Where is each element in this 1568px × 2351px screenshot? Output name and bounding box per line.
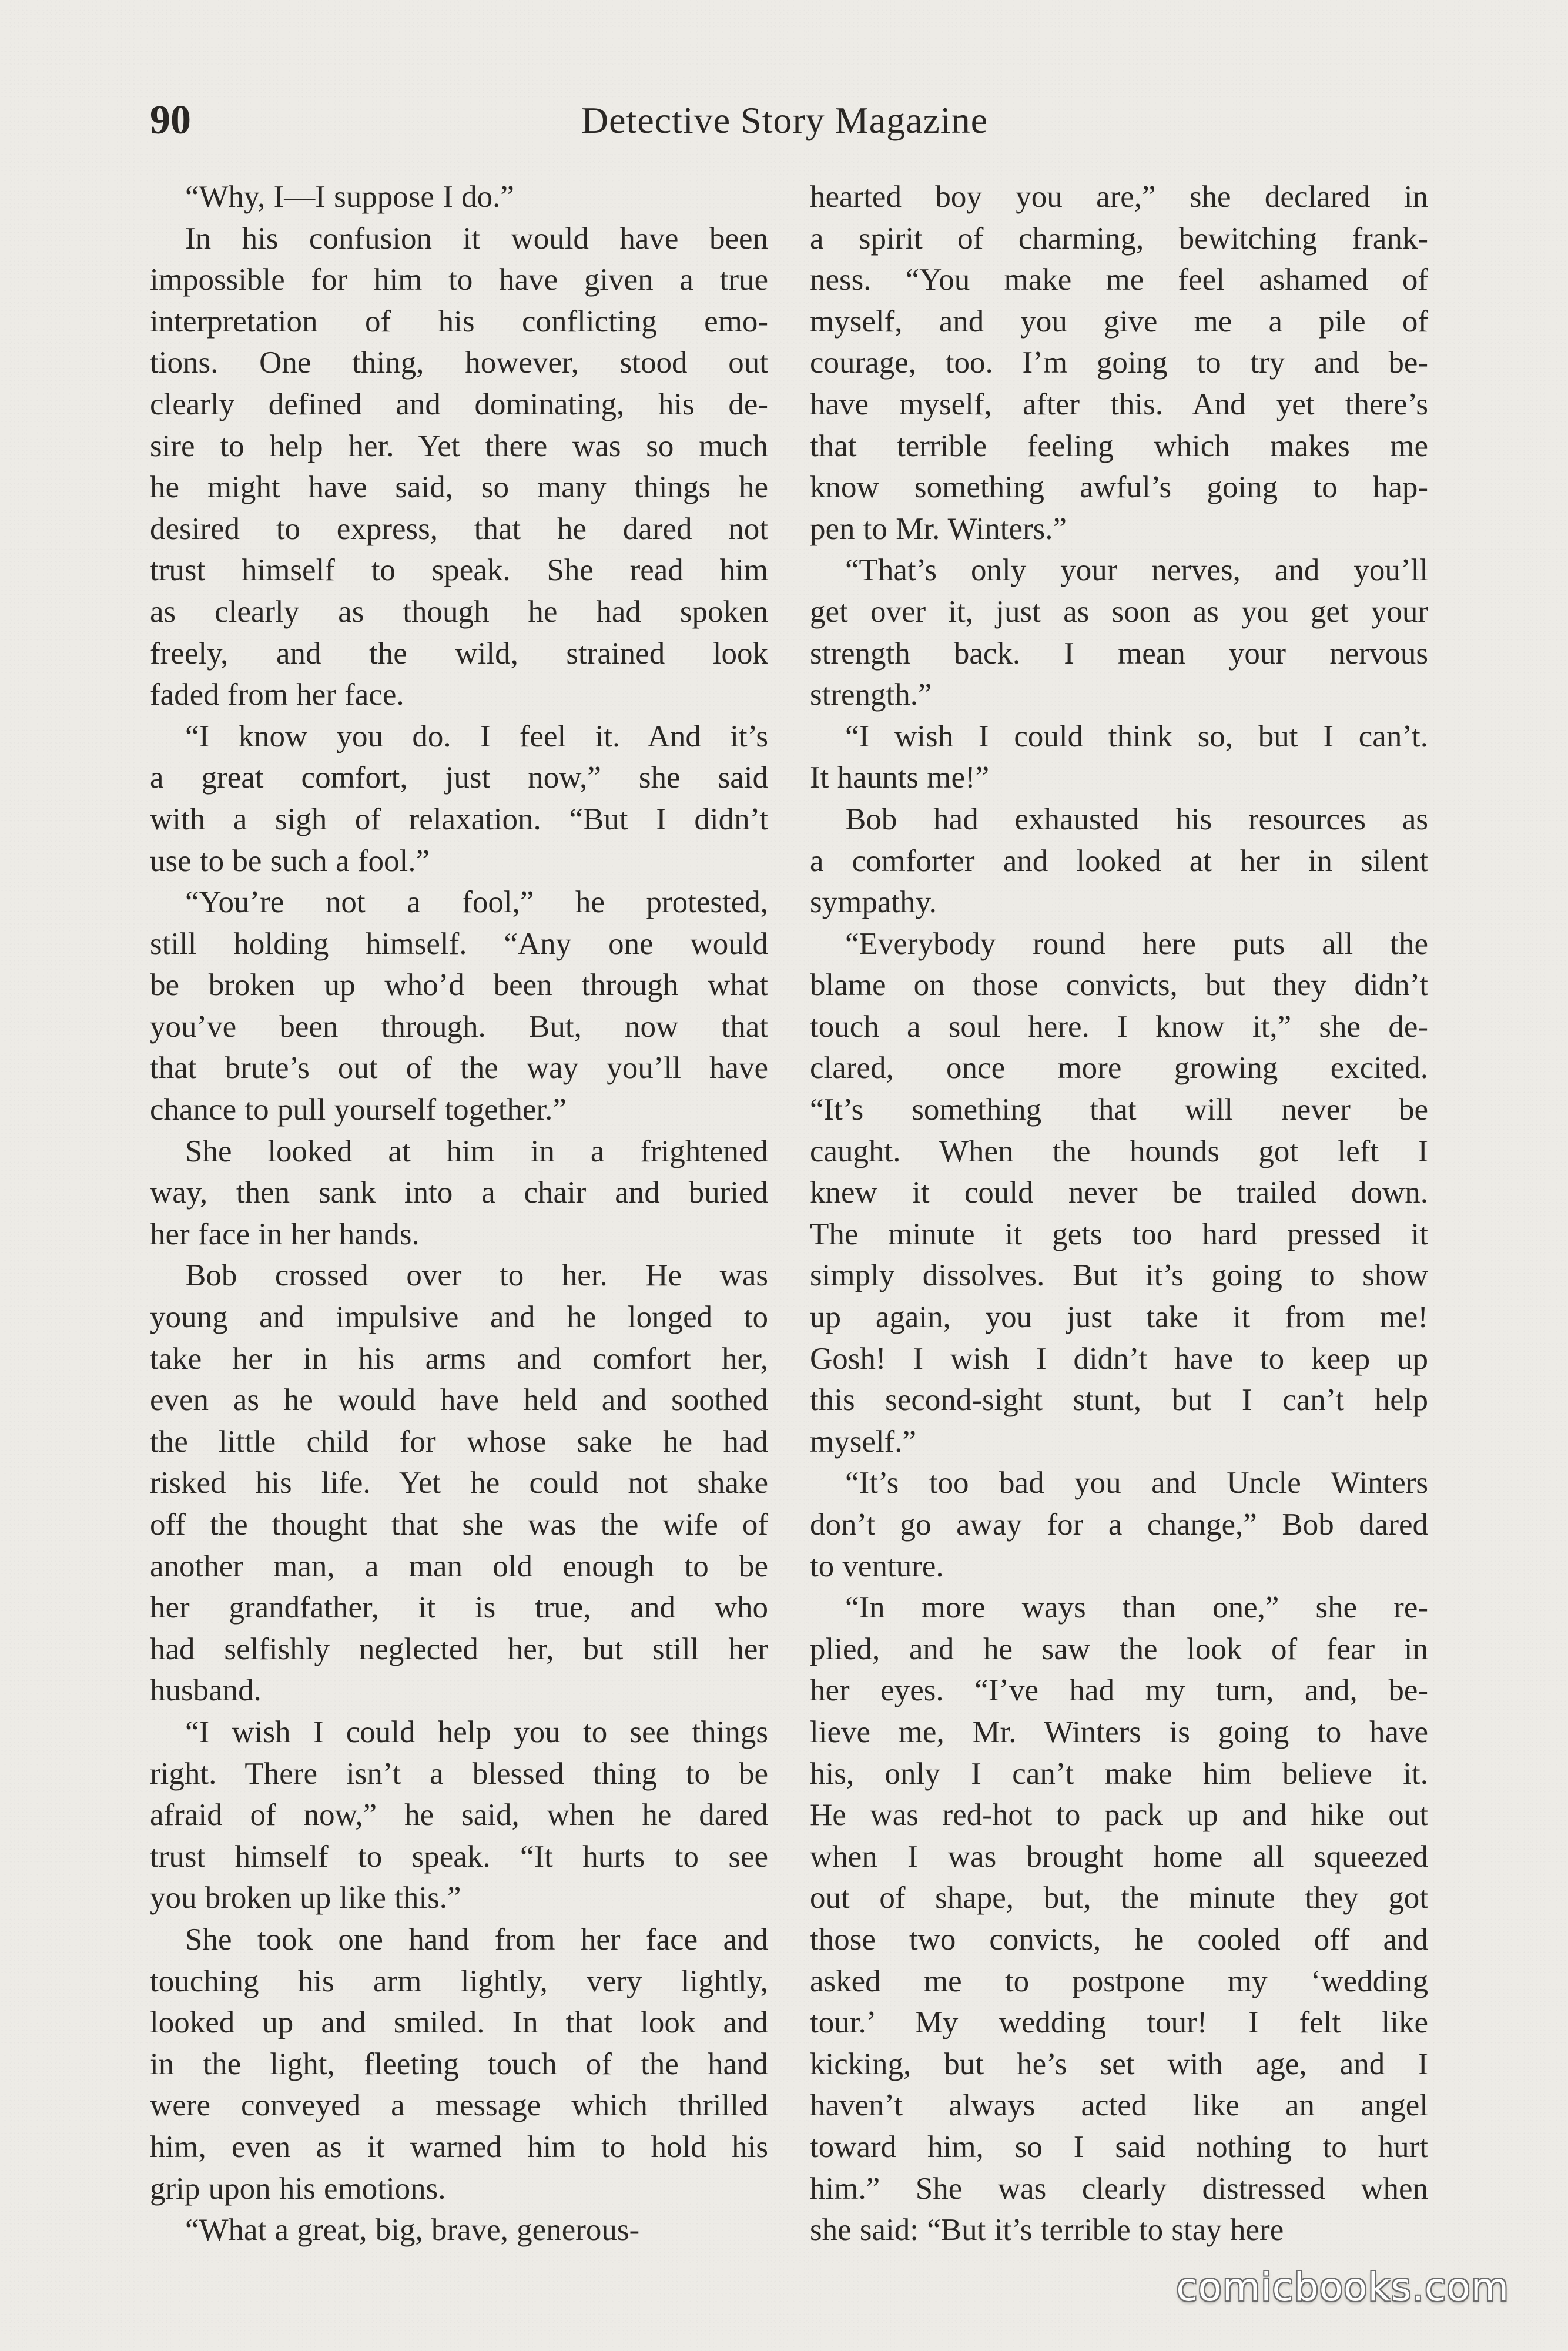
- text-line: out of shape, but, the minute they got: [810, 1881, 1428, 1915]
- text-line: don’t go away for a change,” Bob dared: [810, 1508, 1428, 1542]
- text-line: right. There isn’t a blessed thing to be: [150, 1756, 768, 1791]
- text-line: strength.”: [810, 678, 932, 712]
- text-line: a great comfort, just now,” she said: [150, 761, 768, 795]
- text-line: those two convicts, he cooled off and: [810, 1922, 1428, 1957]
- text-line: He was red-hot to pack up and hike out: [810, 1798, 1428, 1833]
- text-line: with a sigh of relaxation. “But I didn’t: [150, 802, 768, 836]
- text-line: “I wish I could help you to see things: [185, 1714, 768, 1749]
- text-line: freely, and the wild, strained look: [150, 636, 768, 671]
- text-line: interpretation of his conflicting emo-: [150, 304, 768, 339]
- text-line: get over it, just as soon as you get your: [810, 594, 1428, 629]
- text-line: pen to Mr. Winters.”: [810, 511, 1067, 546]
- text-line: kicking, but he’s set with age, and I: [810, 2047, 1428, 2081]
- text-line: sire to help her. Yet there was so much: [150, 428, 768, 463]
- text-line: “You’re not a fool,” he protested,: [185, 885, 768, 920]
- text-line: her grandfather, it is true, and who: [150, 1590, 768, 1625]
- text-line: she said: “But it’s terrible to stay here: [810, 2213, 1284, 2248]
- text-line: take her in his arms and comfort her,: [150, 1341, 768, 1376]
- text-line: clearly defined and dominating, his de-: [150, 387, 768, 421]
- text-line: “Everybody round here puts all the: [845, 926, 1428, 961]
- text-line: asked me to postpone my ‘wedding: [810, 1964, 1428, 1998]
- text-line: blame on those convicts, but they didn’t: [810, 968, 1428, 1003]
- text-line: him.” She was clearly distressed when: [810, 2171, 1428, 2206]
- text-line: a spirit of charming, bewitching frank-: [810, 221, 1428, 256]
- text-line: It haunts me!”: [810, 761, 990, 795]
- text-line: the little child for whose sake he had: [150, 1424, 768, 1459]
- text-line: still holding himself. “Any one would: [150, 926, 768, 961]
- text-line: trust himself to speak. She read him: [150, 553, 768, 588]
- text-line: when I was brought home all squeezed: [810, 1839, 1428, 1874]
- text-line: be broken up who’d been through what: [150, 968, 768, 1003]
- text-line: faded from her face.: [150, 678, 404, 712]
- text-line: as clearly as though he had spoken: [150, 594, 768, 629]
- left-text-column: [150, 176, 768, 2251]
- text-line: another man, a man old enough to be: [150, 1549, 768, 1583]
- text-line: tions. One thing, however, stood out: [150, 346, 768, 380]
- text-line: afraid of now,” he said, when he dared: [150, 1798, 768, 1833]
- text-line: touching his arm lightly, very lightly,: [150, 1964, 768, 1998]
- text-line: trust himself to speak. “It hurts to see: [150, 1839, 768, 1874]
- text-line: up again, you just take it from me!: [810, 1300, 1428, 1335]
- text-line: haven’t always acted like an angel: [810, 2088, 1428, 2123]
- text-line: her eyes. “I’ve had my turn, and, be-: [810, 1673, 1428, 1708]
- page-header: [150, 88, 1419, 153]
- text-line: Bob had exhausted his resources as: [845, 802, 1428, 836]
- text-line: this second-sight stunt, but I can’t help: [810, 1383, 1428, 1418]
- text-line: were conveyed a message which thrilled: [150, 2088, 768, 2123]
- text-line: Gosh! I wish I didn’t have to keep up: [810, 1341, 1428, 1376]
- text-line: “Why, I—I suppose I do.”: [185, 180, 514, 214]
- text-line: courage, too. I’m going to try and be-: [810, 346, 1428, 380]
- text-line: “That’s only your nerves, and you’ll: [845, 553, 1428, 588]
- text-line: The minute it gets too hard pressed it: [810, 1217, 1428, 1251]
- text-line: risked his life. Yet he could not shake: [150, 1466, 768, 1501]
- text-line: lieve me, Mr. Winters is going to have: [810, 1714, 1428, 1749]
- text-line: had selfishly neglected her, but still her: [150, 1632, 768, 1666]
- text-line: husband.: [150, 1673, 262, 1708]
- text-line: myself.”: [810, 1424, 917, 1459]
- text-line: young and impulsive and he longed to: [150, 1300, 768, 1335]
- text-line: “It’s too bad you and Uncle Winters: [845, 1466, 1428, 1501]
- text-line: “What a great, big, brave, generous-: [185, 2213, 640, 2248]
- text-line: way, then sank into a chair and buried: [150, 1176, 768, 1210]
- text-line: “It’s something that will never be: [810, 1093, 1428, 1127]
- text-line: that terrible feeling which makes me: [810, 428, 1428, 463]
- text-line: strength back. I mean your nervous: [810, 636, 1428, 671]
- running-head: Detective Story Magazine: [581, 99, 989, 141]
- text-line: caught. When the hounds got left I: [810, 1134, 1428, 1168]
- text-line: knew it could never be trailed down.: [810, 1176, 1428, 1210]
- text-line: in the light, fleeting touch of the hand: [150, 2047, 768, 2081]
- text-line: to venture.: [810, 1549, 944, 1583]
- text-line: that brute’s out of the way you’ll have: [150, 1051, 768, 1086]
- text-line: him, even as it warned him to hold his: [150, 2129, 768, 2164]
- text-line: sympathy.: [810, 885, 937, 920]
- text-line: ness. “You make me feel ashamed of: [810, 263, 1428, 297]
- text-line: toward him, so I said nothing to hurt: [810, 2129, 1428, 2164]
- text-line: hearted boy you are,” she declared in: [810, 180, 1428, 214]
- text-line: “I know you do. I feel it. And it’s: [185, 719, 768, 753]
- text-line: looked up and smiled. In that look and: [150, 2005, 768, 2040]
- text-line: he might have said, so many things he: [150, 470, 768, 505]
- text-line: grip upon his emotions.: [150, 2171, 446, 2206]
- text-line: know something awful’s going to hap-: [810, 470, 1428, 505]
- text-line: tour.’ My wedding tour! I felt like: [810, 2005, 1428, 2040]
- text-line: In his confusion it would have been: [185, 221, 768, 256]
- text-line: Bob crossed over to her. He was: [185, 1258, 768, 1293]
- text-line: clared, once more growing excited.: [810, 1051, 1428, 1086]
- text-line: off the thought that she was the wife of: [150, 1508, 768, 1542]
- text-line: use to be such a fool.”: [150, 843, 430, 878]
- text-line: chance to pull yourself together.”: [150, 1093, 567, 1127]
- right-text-column: [810, 176, 1428, 2251]
- text-line: She looked at him in a frightened: [185, 1134, 768, 1168]
- text-line: impossible for him to have given a true: [150, 263, 768, 297]
- text-line: “In more ways than one,” she re-: [845, 1590, 1428, 1625]
- text-line: his, only I can’t make him believe it.: [810, 1756, 1428, 1791]
- text-line: even as he would have held and soothed: [150, 1383, 768, 1418]
- text-line: touch a soul here. I know it,” she de-: [810, 1009, 1428, 1044]
- text-line: you broken up like this.”: [150, 1881, 461, 1915]
- text-line: “I wish I could think so, but I can’t.: [845, 719, 1428, 753]
- text-line: desired to express, that he dared not: [150, 511, 768, 546]
- text-line: myself, and you give me a pile of: [810, 304, 1428, 339]
- text-line: you’ve been through. But, now that: [150, 1009, 768, 1044]
- text-line: have myself, after this. And yet there’s: [810, 387, 1428, 421]
- text-line: plied, and he saw the look of fear in: [810, 1632, 1428, 1666]
- text-line: a comforter and looked at her in silent: [810, 843, 1428, 878]
- text-line: She took one hand from her face and: [185, 1922, 768, 1957]
- text-line: simply dissolves. But it’s going to show: [810, 1258, 1428, 1293]
- page-number: 90: [150, 98, 191, 143]
- text-line: her face in her hands.: [150, 1217, 420, 1251]
- watermark-logo: comicbooks.com: [1176, 2265, 1509, 2310]
